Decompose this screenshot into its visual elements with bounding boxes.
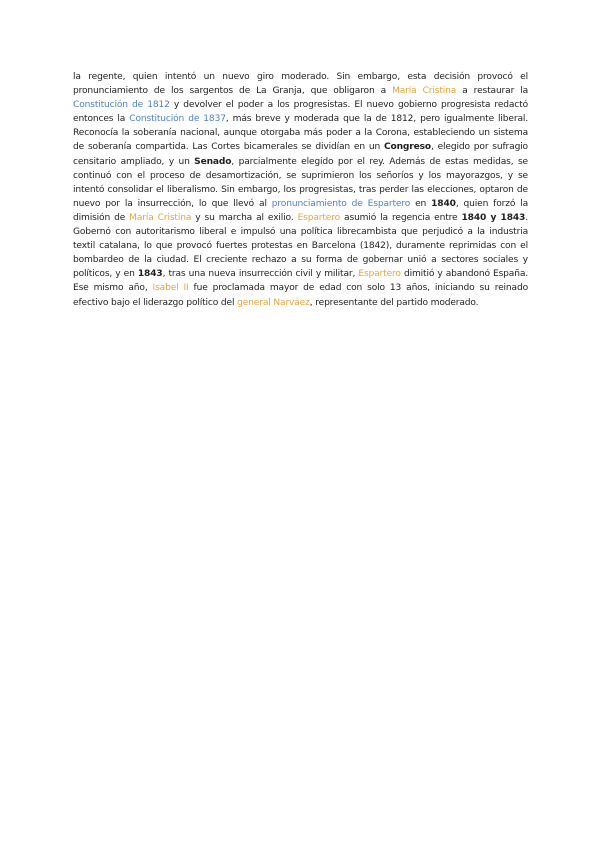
link-constitucion-1812[interactable]: Constitución de 1812: [73, 100, 170, 111]
text-segment: , parcialmente elegido por el rey. Además de estas medidas, se continuó con el proceso de desamortización, se suprimieron los señoríos y los mayorazgos, y se intentó consolidar el liberalismo. Sin embargo, los progresistas, tras perder las elecciones, optaron de nuevo por la insurrección, lo que llevó al: [73, 156, 528, 209]
bold-years-1840-1843: 1840 y 1843: [461, 212, 526, 223]
text-segment: dimitió y abandonó España. Ese mismo año,: [73, 269, 529, 294]
text-segment: , más breve y moderada que la de 1812, pero igualmente liberal. Reconocía la soberanía nacional, aunque otorgaba más poder a la Corona, estableciendo un sistema de soberanía compartida. Las Cortes bicamerales se dividían en un: [73, 114, 529, 153]
text-segment: . Gobernó con autoritarismo liberal e impulsó una política librecambista que perjudicó a la industria textil catalana, lo que provocó fuertes protestas en Barcelona (1842), duramente reprimidas con el bombardeo de la ciudad. El creciente rechazo a su forma de gobernar unió a sectores sociales y políticos, y en: [73, 212, 528, 280]
body-paragraph: [73, 70, 528, 310]
link-pronunciamiento-espartero[interactable]: pronunciamiento de Espartero: [271, 198, 411, 209]
text-segment: a restaurar la: [456, 86, 528, 97]
bold-congreso: Congreso: [383, 142, 431, 153]
text-segment: , elegido por sufragio censitario ampliado, y un: [73, 142, 528, 167]
text-segment: , tras una nueva insurrección civil y militar,: [162, 269, 359, 280]
bold-senado: Senado: [194, 156, 232, 167]
link-constitucion-1837[interactable]: Constitución de 1837: [129, 114, 226, 125]
link-espartero[interactable]: Espartero: [358, 269, 401, 280]
link-maria-cristina[interactable]: María Cristina: [129, 212, 192, 223]
text-segment: la regente, quien intentó un nuevo giro moderado. Sin embargo, esta decisión provocó el pronunciamiento de los sargentos de La Granja, que obligaron a: [73, 72, 528, 97]
link-espartero[interactable]: Espartero: [297, 212, 341, 223]
text-segment: y devolver el poder a los progresistas. El nuevo gobierno progresista redactó entonces la: [73, 100, 528, 125]
text-segment: fue proclamada mayor de edad con solo 13 años, iniciando su reinado efectivo bajo el liderazgo político del: [73, 283, 528, 308]
text-segment: en: [410, 198, 432, 209]
text-segment: , representante del partido moderado.: [309, 297, 479, 308]
text-segment: asumió la regencia entre: [340, 212, 462, 223]
link-isabel-ii[interactable]: Isabel II: [152, 283, 189, 294]
link-maria-cristina[interactable]: María Cristina: [392, 86, 457, 97]
text-segment: y su marcha al exilio.: [191, 212, 298, 223]
bold-year-1843: 1843: [137, 269, 163, 280]
text-segment: , quien forzó la dimisión de: [73, 198, 528, 223]
bold-year-1840: 1840: [431, 198, 456, 209]
link-general-narvaez[interactable]: general Narváez: [237, 297, 310, 308]
